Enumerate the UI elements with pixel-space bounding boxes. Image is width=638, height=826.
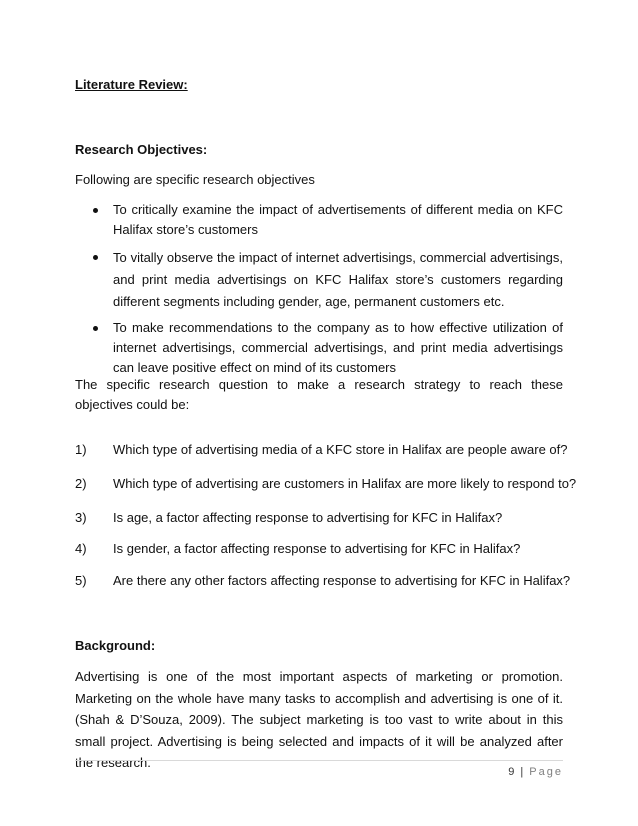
research-objectives-heading: Research Objectives: — [75, 142, 208, 157]
list-item — [75, 200, 563, 240]
footer-divider — [75, 760, 563, 761]
question-number: 1) — [75, 442, 87, 457]
list-item-text: To vitally observe the impact of internet advertisings, commercial advertisings, and print media advertisings on KFC Halifax store’s customers regarding different segments including gender, age, permanent customers etc. — [113, 250, 563, 309]
bullet-icon — [93, 326, 98, 331]
page-number: 9 — [508, 766, 515, 778]
question-text: Which type of advertising media of a KFC store in Halifax are people aware of? — [113, 442, 568, 457]
bullet-icon — [93, 255, 98, 260]
list-item — [75, 318, 563, 378]
page-label: Page — [529, 766, 563, 778]
objectives-list — [75, 200, 563, 378]
question-text: Is gender, a factor affecting response to advertising for KFC in Halifax? — [113, 541, 521, 556]
footer-separator: | — [520, 766, 524, 778]
bullet-icon — [93, 208, 98, 213]
background-heading: Background: — [75, 638, 156, 653]
list-item-text: To critically examine the impact of advertisements of different media on KFC Halifax store’s customers — [113, 202, 563, 237]
page-footer — [508, 765, 563, 779]
question-text: Is age, a factor affecting response to advertising for KFC in Halifax? — [113, 510, 503, 525]
question-number: 4) — [75, 541, 87, 556]
question-intro: The specific research question to make a research strategy to reach these objectives could be: — [75, 377, 563, 412]
question-number: 5) — [75, 573, 87, 588]
list-item — [75, 247, 563, 313]
question-number: 2) — [75, 476, 87, 491]
question-number: 3) — [75, 510, 87, 525]
question-text: Which type of advertising are customers in Halifax are more likely to respond to? — [113, 476, 577, 491]
background-paragraph: Advertising is one of the most important aspects of marketing or promotion. Marketing on the whole have many tasks to accomplish and advertising is one of it. (Shah & D’Souza, 2009). The subject marketing is too vast to write about in this small project. Advertising is being selected and impacts of it will be analyzed after the research. — [75, 669, 563, 770]
literature-review-heading: Literature Review: — [75, 77, 188, 92]
list-item-text: To make recommendations to the company as to how effective utilization of internet advertisings, commercial advertisings, and print media advertisings can leave positive effect on mind of its customers — [113, 320, 563, 375]
objectives-intro: Following are specific research objectives — [75, 172, 315, 187]
question-text: Are there any other factors affecting response to advertising for KFC in Halifax? — [113, 573, 571, 588]
